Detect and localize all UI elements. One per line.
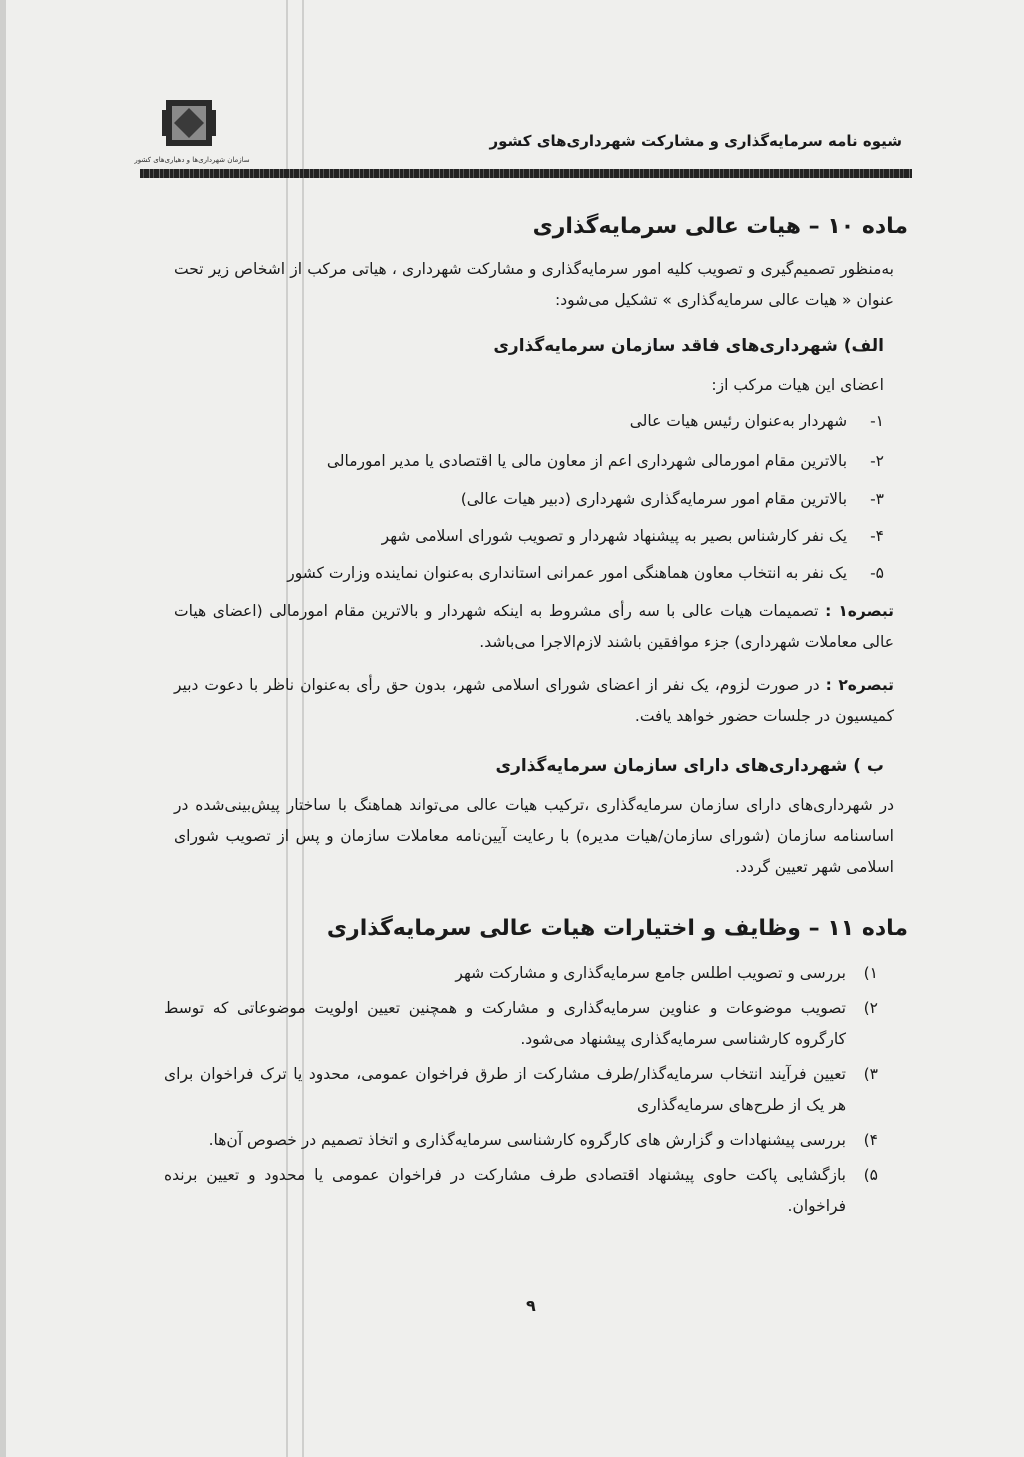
member-text: بالاترین مقام امورمالی شهرداری اعم از معاون مالی یا اقتصادی یا مدیر امورمالی (326, 452, 848, 470)
member-item-3 (174, 484, 884, 515)
member-number: ۵- (870, 564, 884, 582)
note-2-label: تبصره۲ : (825, 676, 894, 694)
member-number: ۲- (870, 452, 884, 470)
organization-logo-icon (134, 96, 250, 170)
scan-edge (0, 0, 6, 1457)
member-item-5 (174, 558, 884, 589)
list-item (164, 1059, 878, 1121)
note-2-text: در صورت لزوم، یک نفر از اعضای شورای اسلامی شهر، بدون حق رأی به‌عنوان ناظر با دعوت دبیر کمیسیون در جلسات حضور خواهد یافت. (174, 676, 894, 725)
list-item-number: ۱) (863, 964, 878, 982)
list-item-number: ۲) (863, 999, 878, 1017)
list-item-text: بررسی و تصویب اطلس جامع سرمایه‌گذاری و مشارکت شهر (455, 964, 846, 982)
member-item-1 (174, 406, 884, 437)
section-a-title: الف) شهرداری‌های فاقد سازمان سرمایه‌گذاری (493, 336, 884, 356)
article-10-title: ماده ۱۰ – هیات عالی سرمایه‌گذاری (532, 214, 908, 239)
section-b-text: در شهرداری‌های دارای سازمان سرمایه‌گذاری ،ترکیب هیات عالی می‌تواند هماهنگ با ساختار پیش‌بینی‌شده در اساسنامه سازمان (شورای سازمان/هیات مدیره) با رعایت آیین‌نامه معاملات سازمان و پس از تصویب شورای اسلامی شهر تعیین گردد. (174, 796, 894, 876)
article-11-title: ماده ۱۱ – وظایف و اختیارات هیات عالی سرمایه‌گذاری (326, 916, 908, 941)
article-10-intro: به‌منظور تصمیم‌گیری و تصویب کلیه امور سرمایه‌گذاری و مشارکت شهرداری ، هیاتی مرکب از اشخاص زیر تحت عنوان « هیات عالی سرمایه‌گذاری » تشکیل می‌شود: (174, 260, 894, 309)
note-1-text: تصمیمات هیات عالی با سه رأی مشروط به اینکه شهردار و بالاترین مقام امورمالی (اعضای هیات عالی معاملات شهرداری) جزء موافقین باشند لازم‌الاجرا می‌باشد. (174, 602, 894, 651)
document-header-title: شیوه نامه سرمایه‌گذاری و مشارکت شهرداری‌های کشور (489, 132, 902, 150)
section-b-title: ب ) شهرداری‌های دارای سازمان سرمایه‌گذاری (495, 756, 884, 776)
list-item-number: ۳) (863, 1065, 878, 1083)
member-number: ۳- (870, 490, 884, 508)
header-divider (140, 169, 912, 178)
member-text: یک نفر به انتخاب معاون هماهنگی امور عمرانی استانداری به‌عنوان نماینده وزارت کشور (287, 564, 848, 582)
note-1-label: تبصره۱ : (825, 602, 894, 620)
list-item (164, 993, 878, 1055)
article-11-list (164, 958, 878, 1226)
list-item-text: بررسی پیشنهادات و گزارش های کارگروه کارشناسی سرمایه‌گذاری و اتخاذ تصمیم در خصوص آن‌ها. (208, 1131, 846, 1149)
member-text: یک نفر کارشناس بصیر به پیشنهاد شهردار و تصویب شورای اسلامی شهر (381, 527, 848, 545)
list-item-number: ۵) (863, 1166, 878, 1184)
list-item (164, 1160, 878, 1222)
list-item-text: بازگشایی پاکت حاوی پیشنهاد اقتصادی طرف مشارکت در فراخوان عمومی یا محدود و تعیین برنده فراخوان. (164, 1166, 846, 1215)
note-2 (174, 670, 894, 732)
list-item (164, 1125, 878, 1156)
list-item-text: تصویب موضوعات و عناوین سرمایه‌گذاری و مشارکت و همچنین تعیین اولویت موضوعاتی که توسط کارگروه کارشناسی سرمایه‌گذاری پیشنهاد می‌شود. (164, 999, 846, 1048)
section-a-members-intro: اعضای این هیات مرکب از: (711, 376, 884, 394)
member-text: شهردار به‌عنوان رئیس هیات عالی (629, 412, 848, 430)
member-text: بالاترین مقام امور سرمایه‌گذاری شهرداری (دبیر هیات عالی) (460, 490, 848, 508)
list-item (164, 958, 878, 989)
list-item-text: تعیین فرآیند انتخاب سرمایه‌گذار/طرف مشارکت از طرق فراخوان عمومی، محدود یا ترک فراخوان برای هر یک از طرح‌های سرمایه‌گذاری (164, 1065, 846, 1114)
member-item-2 (174, 446, 884, 477)
member-number: ۱- (870, 412, 884, 430)
page-number: ۹ (526, 1296, 536, 1315)
note-1 (174, 596, 894, 658)
member-item-4 (174, 521, 884, 552)
logo-caption: سازمان شهرداری‌ها و دهیاری‌های کشور (134, 156, 250, 164)
list-item-number: ۴) (863, 1131, 878, 1149)
member-number: ۴- (870, 527, 884, 545)
